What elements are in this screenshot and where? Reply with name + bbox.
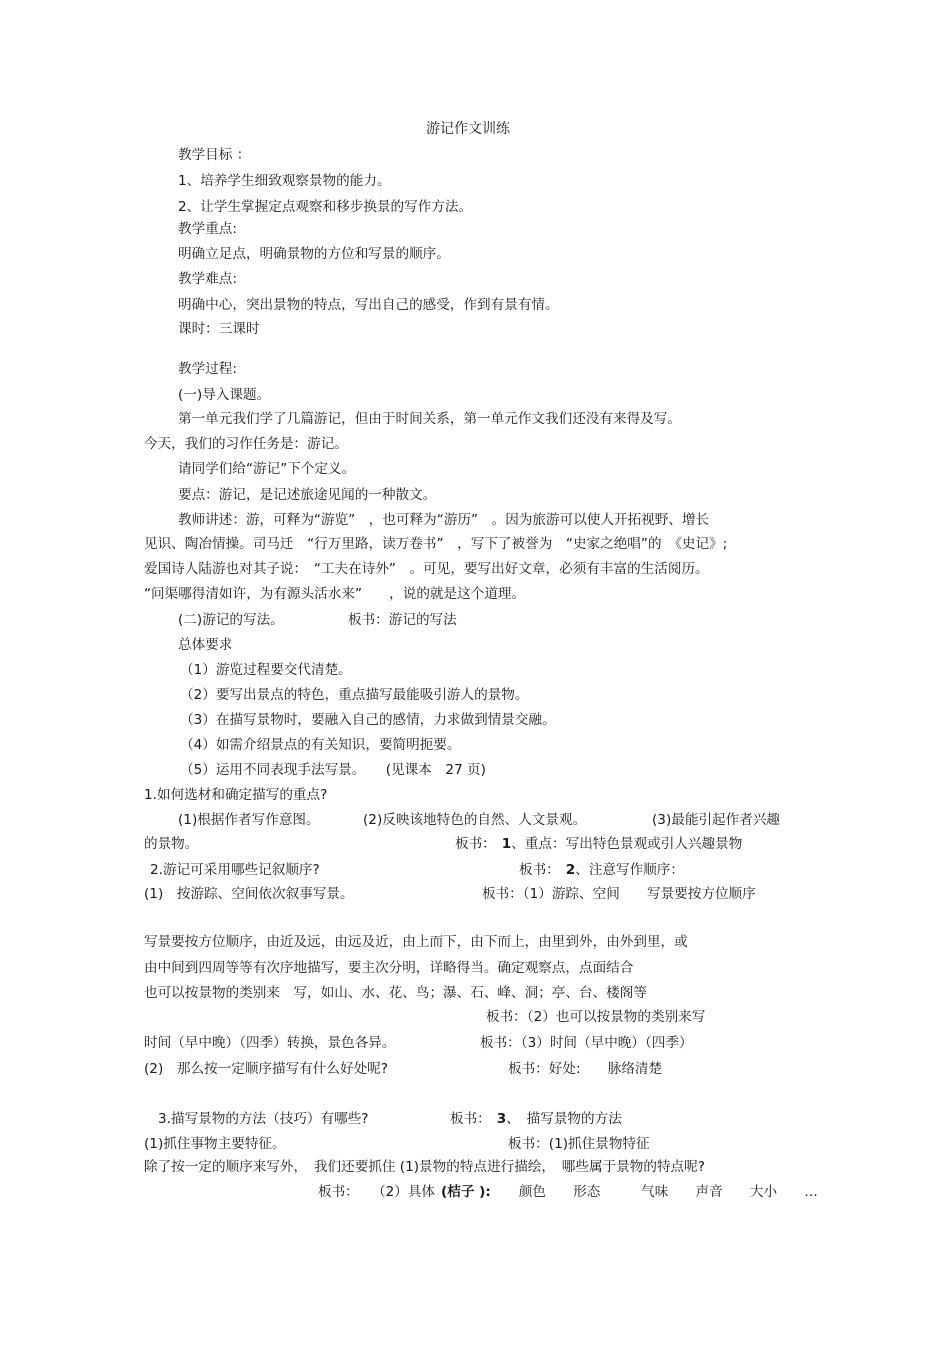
board-example: (桔子 ): <box>441 1184 491 1200</box>
requirement-item: （2）要写出景点的特色，重点描写最能吸引游人的景物。 <box>180 687 529 703</box>
hours-text: 课时：三课时 <box>178 321 260 337</box>
board-note: 板书：(1)抓住景物特征 <box>508 1136 650 1152</box>
question-3: 3.描写景物的方法（技巧）有哪些? <box>158 1111 369 1127</box>
board-text: 、注意写作顺序： <box>575 862 684 878</box>
board-label: 板书： <box>318 1184 359 1200</box>
goal-item: 1、培养学生细致观察景物的能力。 <box>178 173 391 189</box>
paragraph: 要点：游记，是记述旅途见闻的一种散文。 <box>178 487 437 503</box>
paragraph: “问渠哪得清如许，为有源头活水来” ，说的就是这个道理。 <box>144 586 526 602</box>
paragraph: 也可以按景物的类别来 写，如山、水、花、鸟；瀑、石、峰、洞；亭、台、楼阁等 <box>144 985 647 1001</box>
requirement-item: （1）游览过程要交代清楚。 <box>180 662 352 678</box>
answer: (2)反映该地特色的自然、人文景观。 <box>363 812 587 828</box>
board-note <box>519 861 684 879</box>
question-1: 1.如何选材和确定描写的重点? <box>144 787 328 803</box>
requirement-item: （5）运用不同表现手法写景。 (见课本 27 页) <box>180 762 486 778</box>
requirement-item: （3）在描写景物时，要融入自己的感情，力求做到情景交融。 <box>180 712 556 728</box>
paragraph: 除了按一定的顺序来写外， 我们还要抓住 (1)景物的特点进行描绘， 哪些属于景物的特点呢? <box>144 1159 705 1175</box>
question-2: 2.游记可采用哪些记叙顺序? <box>150 862 320 878</box>
paragraph: 爱国诗人陆游也对其子说： “工夫在诗外” 。可见，要写出好文章，必须有丰富的生活阅历。 <box>144 561 709 577</box>
goal-item: 2、让学生掌握定点观察和移步换景的写作方法。 <box>178 199 473 215</box>
section-1-heading: (一)导入课题。 <box>178 387 271 403</box>
difficulty-heading: 教学难点: <box>178 271 237 287</box>
answer: (1)抓住事物主要特征。 <box>144 1136 286 1152</box>
difficulty-text: 明确中心，突出景物的特点，写出自己的感受，作到有景有情。 <box>178 297 559 313</box>
page-title: 游记作文训练 <box>426 121 510 137</box>
answer: (3)最能引起作者兴趣 <box>652 812 781 828</box>
board-number: 1 <box>501 836 512 852</box>
board-note <box>455 835 742 853</box>
paragraph: 教师讲述：游，可释为“游览” ，也可释为“游历” 。因为旅游可以使人开拓视野、增长 <box>178 512 710 528</box>
goals-heading: 教学目标 ： <box>178 147 251 163</box>
board-label: 板书： <box>450 1111 491 1127</box>
board-note <box>450 1110 622 1128</box>
board-note: 板书：游记的写法 <box>348 612 457 628</box>
board-label: 板书： <box>519 862 560 878</box>
board-text: 、重点：写出特色景观或引人兴趣景物 <box>511 836 743 852</box>
paragraph: 由中间到四周等等有次序地描写，要主次分明，详略得当。确定观察点，点面结合 <box>144 960 634 976</box>
section-2-heading: (二)游记的写法。 <box>178 612 284 628</box>
board-note: 板书：（3）时间（早中晚）（四季） <box>480 1035 693 1051</box>
paragraph: 今天，我们的习作任务是：游记。 <box>144 436 348 452</box>
answer: (1)根据作者写作意图。 <box>178 812 320 828</box>
board-note: 板书：（1）游踪、空间 写景要按方位顺序 <box>482 886 756 902</box>
board-note <box>318 1183 818 1201</box>
board-text: （2）具体 <box>378 1184 436 1200</box>
key-heading: 教学重点: <box>178 221 237 237</box>
paragraph: 第一单元我们学了几篇游记，但由于时间关系，第一单元作文我们还没有来得及写。 <box>178 411 681 427</box>
general-requirements: 总体要求 <box>178 637 233 653</box>
key-text: 明确立足点，明确景物的方位和写景的顺序。 <box>178 246 450 262</box>
board-number: 3 <box>496 1111 507 1127</box>
paragraph: 见识、陶冶情操。司马迁 “行万里路，读万卷书” ，写下了被誉为 “史家之绝唱”的 《史记》; <box>144 536 728 552</box>
board-note: 板书：（2）也可以按景物的类别来写 <box>486 1009 706 1025</box>
process-heading: 教学过程: <box>178 361 237 377</box>
board-number: 2 <box>565 862 576 878</box>
answer: (1) 按游踪、空间依次叙事写景。 <box>144 886 354 902</box>
board-attributes: 颜色 形态 气味 声音 大小 … <box>518 1184 818 1200</box>
question-2-sub: (2) 那么按一定顺序描写有什么好处呢? <box>144 1061 388 1077</box>
paragraph: 写景要按方位顺序，由近及远，由远及近，由上而下，由下而上，由里到外，由外到里，或 <box>144 934 688 950</box>
answer: 的景物。 <box>144 836 199 852</box>
board-label: 板书： <box>455 836 496 852</box>
paragraph: 时间（早中晚）（四季）转换，景色各异。 <box>144 1035 396 1051</box>
paragraph: 请同学们给“游记”下个定义。 <box>178 461 356 477</box>
requirement-item: （4）如需介绍景点的有关知识，要简明扼要。 <box>180 737 461 753</box>
board-text: 、 描写景物的方法 <box>506 1111 622 1127</box>
board-note: 板书：好处: 脉络清楚 <box>508 1061 663 1077</box>
